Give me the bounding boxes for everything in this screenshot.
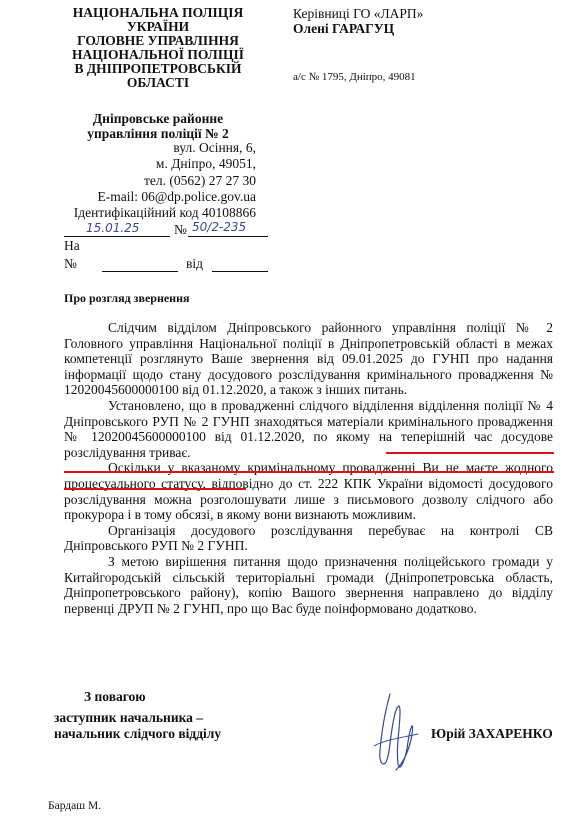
address-line: тел. (0562) 27 27 30: [144, 172, 256, 188]
paragraph: З метою вирішення питання щодо призначення поліцейського громади у Китайгородській сільській територіальні громади (Дніпропетровська область, Дніпропетровського району), копію Вашого звернення направлено до відділу первенці ДРУП № 2 ГУНП, про що Вас буде поінформовано додатково.: [64, 553, 553, 616]
department-address: [56, 140, 256, 221]
paragraph: Організація досудового розслідування перебуває на контролі СВ Дніпровського РУП № 2 ГУНП.: [64, 522, 553, 554]
highlight-underline: [386, 452, 554, 454]
org-name: [66, 6, 250, 90]
outgoing-date: 15.01.25: [86, 221, 140, 235]
org-line: ГОЛОВНЕ УПРАВЛІННЯ: [77, 33, 239, 48]
dept-line: управління поліції № 2: [87, 126, 229, 141]
signer-title: начальник слідчого відділу: [54, 726, 222, 741]
outgoing-number: 50/2-235: [192, 220, 247, 234]
handwritten-signature: [360, 688, 430, 778]
recipient-position: Керівниці ГО «ЛАРП»: [293, 6, 424, 21]
paragraph: Слідчим відділом Дніпровського районного управління поліції № 2 Головного управління Національної поліції в Дніпропетровській області в межах компетенції розглянуто Ваше звернення від 09.01.2025 до ГУНП про надання інформації щодо стану досудового розслідування кримінального провадження № 12020045600000100 від 01.12.2020, а також з інших питань.: [64, 320, 553, 398]
dept-line: Дніпровське районне: [92, 111, 224, 126]
paragraph: Оскільки у вказаному кримінальному провадженні Ви не маєте жодного процесуального статусу, відповідно до ст. 222 КПК України відомості досудового розслідування можна розголошувати лише з письмового дозволу слідчого або прокурора і в тому обсязі, в якому вони визнають можливим.: [64, 460, 553, 523]
number-label: №: [174, 222, 187, 237]
reference-date-label: від: [186, 256, 203, 271]
subject-line: Про розгляд звернення: [64, 291, 190, 305]
highlight-underline: [64, 471, 554, 473]
paragraph: Установлено, що в провадженні слідчого відділення відділення поліції № 4 Дніпровського РУП № 2 ГУНП знаходяться матеріали кримінального провадження № 12020045600000100 від 01.12.2020, по якому на теперішній час досудове розслідування триває.: [64, 397, 553, 460]
letter-body: [64, 320, 553, 616]
executor-name: Бардаш М.: [48, 800, 102, 812]
org-line: В ДНІПРОПЕТРОВСЬКІЙ: [74, 61, 242, 76]
email-line: E-mail: 06@dp.police.gov.ua: [97, 188, 256, 204]
recipient: [293, 6, 553, 36]
signer-name: Юрій ЗАХАРЕНКО: [431, 726, 553, 741]
signer-title: заступник начальника –: [54, 710, 204, 725]
recipient-name: Олені ГАРАГУЦ: [293, 21, 395, 36]
recipient-address: а/с № 1795, Дніпро, 49081: [293, 71, 416, 83]
reference-date-underline: [212, 271, 268, 272]
reference-label: На: [64, 238, 80, 253]
address-line: м. Дніпро, 49051,: [155, 156, 256, 172]
id-code-line: Ідентифікаційний код 40108866: [73, 205, 256, 221]
org-line: НАЦІОНАЛЬНОЇ ПОЛІЦІЇ: [71, 47, 245, 62]
org-line: НАЦІОНАЛЬНА ПОЛІЦІЯ: [72, 5, 244, 20]
address-line: вул. Осіння, 6,: [173, 140, 256, 155]
reference-number-label: №: [64, 256, 77, 271]
org-line: ОБЛАСТІ: [126, 75, 190, 90]
department-name: [66, 111, 250, 141]
highlight-underline: [64, 488, 246, 490]
org-line: УКРАЇНИ: [126, 19, 190, 34]
date-underline: [64, 236, 170, 237]
number-underline: [188, 236, 268, 237]
closing-phrase: З повагою: [84, 689, 146, 704]
reference-number-underline: [102, 271, 178, 272]
